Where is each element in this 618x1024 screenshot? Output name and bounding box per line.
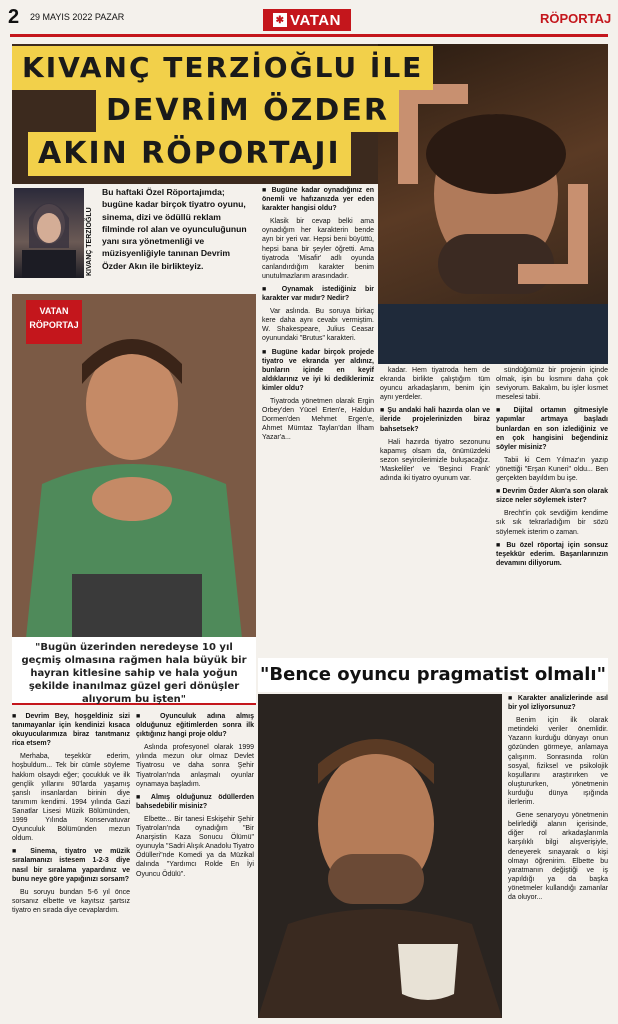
logo-text: VATAN	[290, 11, 341, 29]
page-number: 2	[8, 6, 20, 28]
author-byline: KIVANÇ TERZİOĞLU	[86, 207, 93, 276]
interview-question: ■ Oyunculuk adına almış olduğunuz eğitimlerden sonra ilk çıktığınız hangi proje oldu?	[136, 713, 254, 739]
actor-with-cup-image	[258, 694, 502, 1018]
headline-line-1: KIVANÇ TERZİOĞLU İLE	[12, 46, 433, 90]
interview-answer: Benim için ilk olarak metindeki veriler önemlidir. Yazarın kurduğu dünyayı onun gözünden görmeye, anlamaya çalışırım. Sonrasında rolün sosyal, fiziksel ve psikolojik koşullarını araştırırken ve oluştururken, yönetmenin kurduğu dünya ışığında ilerlerim.	[508, 717, 608, 807]
issue-date: 29 MAYIS 2022 PAZAR	[30, 12, 125, 22]
actor-portrait-image	[12, 294, 256, 638]
intro-paragraph: Bu haftaki Özel Röportajımda; bugüne kadar birçok tiyatro oyunu, sinema, dizi ve ödüllü reklam filminde rol alan ve oyunculuğunun yanı sıra yönetmenliği ve müzisyenliğiyle tanınan Devrim Özder Akın ile birlikteyiz.	[102, 187, 247, 271]
section-label: RÖPORTAJ	[540, 11, 612, 26]
closing-photo	[258, 694, 502, 1018]
article-column-e	[136, 712, 254, 1018]
newspaper-logo	[263, 9, 351, 31]
hero-photo	[378, 44, 608, 364]
interview-answer: Elbette... Bir tanesi Eskişehir Şehir Tiyatroları'nda oynadığım "Bir Anarşistin Kaza Sonucu Ölümü" oyunuyla "Sadri Alışık Anadolu Tiyatro Ödülleri"nde Komedi ya da Müzikal dalında "Yardımcı Rolde En İyi Oyuncu Ödülü".	[136, 815, 254, 878]
article-column-c	[496, 366, 608, 648]
interview-answer: Merhaba, teşekkür ederim, hoşbuldum... Tek bir cümle söyleme hakkım olsaydı eğer; çocukluk ve ilk gençlik yıllarını 90'larda yaşamış şanslı insanlardan birinin diye tanımım kendimi. 1994 yılında Gazi Sanatlar Lisesi Müzik Bölümünden, 1999 Yılında Konservatuvar Oyunculuk Bölümünden mezun oldum.	[12, 753, 130, 843]
interview-answer: Aslında profesyonel olarak 1999 yılında mezun olur olmaz Devlet Tiyatrosu ve daha sonra Şehir Tiyatroları'nda anlaşmalı oyunlar oynamaya başladım.	[136, 744, 254, 788]
interview-question: ■ Bugüne kadar birçok projede tiyatro ve ekranda yer aldınız, bunların içinde en keyif aldıklarınız ve iyi ki dediklerimiz kimler oldu?	[262, 348, 374, 392]
interview-answer: Brecht'in çok sevdiğim kendime sık sık tekrarladığım bir sözü söylemek isterim o zaman.	[496, 510, 608, 536]
interview-question: ■ Oynamak istediğiniz bir karakter var mıdır? Nedir?	[262, 285, 374, 303]
badge-label: RÖPORTAJ	[29, 320, 79, 330]
interview-question: ■ Bugüne kadar oynadığınız en önemli ve hafızanızda yer eden karakter hangisi oldu?	[262, 187, 374, 213]
article-column-f	[508, 694, 608, 1018]
interview-question: ■ Devrim Bey, hoşgeldiniz sizi tanımayanlar için kendinizi kısaca okuyucularımıza biraz tanıtmanız rica etsem?	[12, 713, 130, 748]
interview-question: ■ Karakter analizlerinde asıl bir yol izliyorsunuz?	[508, 695, 608, 712]
headline-line-2: DEVRİM ÖZDER	[96, 90, 399, 132]
portrait-framing-hands-image	[378, 44, 608, 364]
interview-question: ■ Dijital ortamın gitmesiyle yapımlar artmaya başladı bunlardan en son izlediğiniz ve en çok hangisini beğendiniz söyler misiniz?	[496, 407, 608, 451]
interview-answer: Gene senaryoyu yönetmenin belirlediği alanın içerisinde, diğer rol arkadaşlarımla karşılıklı bilgi alışverişiyle, deneyerek sınayarak o kişi olmayı öğrenirim. Elbette bu yaratmanın değiştiği ve iş yapıldığı ya da başka yönetmeler kullandığı zamanlar da oluyor...	[508, 812, 608, 901]
interview-answer: Bu soruyu bundan 5-6 yıl önce sorsanız elbette ve kayıtsız şartsız tiyatro en sırada diye cevaplardım.	[12, 888, 130, 914]
interview-answer: Hali hazırda tiyatro sezonunu kapamış olsam da, önümüzdeki sezon seyircilerimizle buluşacağız. 'Maskeliler' ve 'Beşinci Frank' adında iki tiyatro oyunum var.	[380, 438, 490, 483]
interview-photo	[12, 294, 256, 638]
interview-answer: Var aslında. Bu soruya birkaç kere daha aynı cevabı vermiştim. W. Shakespeare, Julius Ceasar oyunundaki "Brutus" karakteri.	[262, 308, 374, 343]
interview-answer: kadar. Hem tiyatroda hem de ekranda birlikte çalıştığım tüm oyuncu arkadaşlarım, benim için aynı yerdeler.	[380, 367, 490, 402]
badge-brand: VATAN	[39, 306, 69, 316]
author-portrait-image	[14, 188, 84, 278]
header-rule	[10, 34, 608, 37]
interview-answer: Tiyatroda yönetmen olarak Ergin Orbey'den Yücel Erten'e, Haldun Dormen'den Mehmet Ergen'e, Ahmet Mümtaz Taylan'dan İlham Yazar'a...	[262, 397, 374, 442]
interview-answer: sündüğümüz bir projenin içinde olmak, işin bu kısmını daha çok seviyorum. Bakalım, bu işler kısmet meselesi tabii.	[496, 367, 608, 402]
author-photo	[14, 188, 84, 278]
article-column-b	[380, 366, 490, 648]
headline-line-3: AKIN RÖPORTAJI	[28, 132, 351, 176]
interview-answer: Tabii ki Cem Yılmaz'ın yazıp yönettiği "Erşan Kuneri" oldu... Ben gerçekten bayıldım bu işe.	[496, 456, 608, 483]
article-column-a	[262, 186, 374, 648]
interview-question: ■ Bu özel röportaj için sonsuz teşekkür ederim. Başarılarınızın devamını diliyorum.	[496, 541, 608, 567]
interview-question: ■ Sinema, tiyatro ve müzik sıralamanızı istesem 1-2-3 diye nasıl bir sıralama yapardınız ve bunu neye göre yapığınızı sorsam?	[12, 848, 130, 883]
interview-answer: Klasik bir cevap belki ama oynadığım her karakterin bende ayrı bir yeri var. Hepsi beni büyüttü, hepsi bana bir şeyler öğretti. Ama tiyatroda 'Misafir' adlı oyunda canlandırdığım karakter benim unutulmazlarım arasındadır.	[262, 218, 374, 280]
article-column-d	[12, 712, 130, 1018]
interview-question: ■ Almış olduğunuz ödüllerden bahsedebilir misiniz?	[136, 793, 254, 810]
interview-badge	[26, 300, 82, 344]
flag-icon: ✱	[273, 13, 287, 27]
interview-question: ■ Devrim Özder Akın'a son olarak sizce neler söylemek ister?	[496, 488, 608, 505]
pull-quote-2: "Bence oyuncu pragmatist olmalı"	[258, 658, 608, 692]
pull-quote-1: "Bugün üzerinden neredeyse 10 yıl geçmiş olmasına rağmen hala büyük bir hayran kitlesine sahip ve hala yoğun şekilde inanılmaz güzel geri dönüşler alıyorum bu işten"	[12, 637, 256, 705]
interview-question: ■ Şu andaki hali hazırda olan ve ileride projelerinizden biraz bahsetsek?	[380, 407, 490, 433]
